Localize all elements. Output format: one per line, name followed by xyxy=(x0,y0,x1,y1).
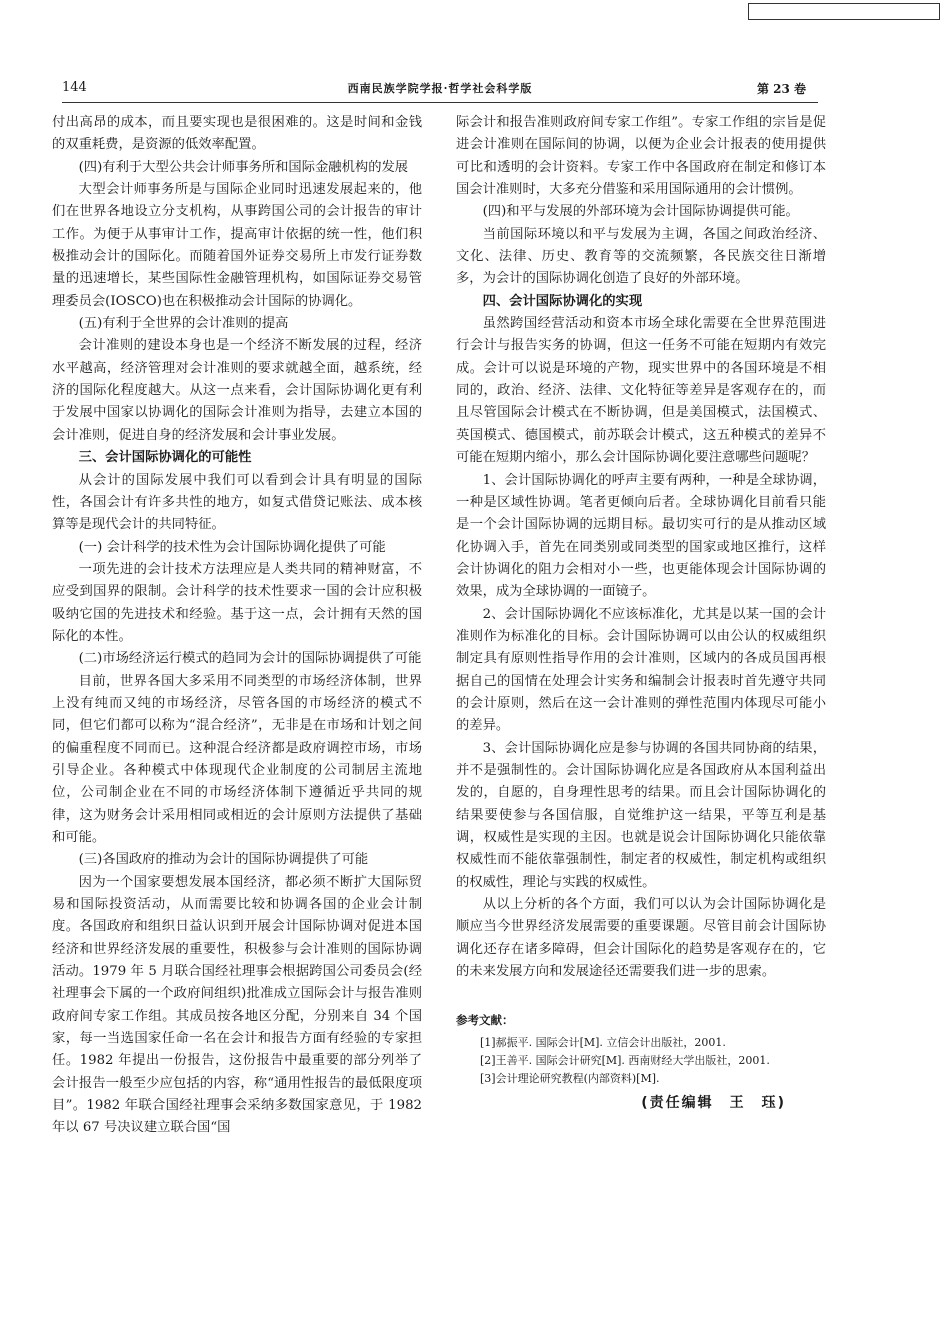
reference-item: [3]会计理论研究教程(内部资料)[M]. xyxy=(480,1071,660,1085)
paragraph: (三)各国政府的推动为会计的国际协调提供了可能 xyxy=(78,852,369,868)
references-title: 参考文献： xyxy=(456,1013,514,1028)
paragraph: (四)和平与发展的外部环境为会计国际协调提供可能。 xyxy=(482,204,799,220)
reference-item: [1]郝振平. 国际会计[M]. 立信会计出版社，2001. xyxy=(480,1035,726,1049)
paragraph: 3、会计国际协调化应是参与协调的各国共同协商的结果，并不是强制性的。会计国际协调化应是各国政府从本国利益出发的，自愿的，自身理性思考的结果。而且会计国际协调化的结果要使参与各国信服，自觉维护这一结果，平等互利是基调，权威性是实现的主因。也就是说会计国际协调化只能依靠权威性而不能依靠强制性，制定者的权威性，制定机构或组织的权威性，理论与实践的权威性。 xyxy=(456,740,826,890)
paragraph: (五)有利于全世界的会计准则的提高 xyxy=(78,316,289,332)
paragraph: 因为一个国家要想发展本国经济，都必须不断扩大国际贸易和国际投资活动，从而需要比较和协调各国的企业会计制度。各国政府和组织日益认识到开展会计国际协调对促进本国经济和世界经济发展的重要性，积极参与会计准则的国际协调活动。1979 年 5 月联合国经社理事会根据跨国公司委员会(经社理事会下属的一个政府间组织)批准成立国际会计与报告准则政府间专家工作组。其成员按各地区分配，分别来自 34 个国家，每一当选国家任命一名在会计和报告方面有经验的专家担任。1982 年提出一份报告，这份报告中最重要的部分列举了会计报告一般至少应包括的内容，称“通用性报告的最低限度项目”。1982 年联合国经社理事会采纳多数国家意见，于 1982 年以 67 号决议建立联合国“国 xyxy=(52,874,422,1136)
paragraph: (四)有利于大型公共会计师事务所和国际金融机构的发展 xyxy=(78,159,409,175)
right-column-body xyxy=(456,112,826,983)
paragraph: 虽然跨国经营活动和资本市场全球化需要在全世界范围进行会计与报告实务的协调，但这一任务不可能在短期内有效完成。会计可以说是环境的产物，现实世界中的各国环境是不相同的，政治、经济、法律、文化特征等差异是客观存在的，而且尽管国际会计模式在不断协调，但是美国模式，法国模式、英国模式、德国模式，前苏联会计模式，这五种模式的差异不可能在短期内缩小，那么会计国际协调化要注意哪些问题呢？ xyxy=(456,316,826,466)
paragraph: (一) 会计科学的技术性为会计国际协调化提供了可能 xyxy=(78,539,386,555)
paragraph: 当前国际环境以和平与发展为主调，各国之间政治经济、文化、法律、历史、教育等的交流频繁，各民族交往日渐增多，为会计的国际协调化创造了良好的外部环境。 xyxy=(456,226,826,287)
references-list xyxy=(456,1034,826,1088)
reference-item: [2]王善平. 国际会计研究[M]. 西南财经大学出版社，2001. xyxy=(480,1053,770,1067)
paragraph: 从以上分析的各个方面，我们可以认为会计国际协调化是顺应当今世界经济发展需要的重要课题。尽管目前会计国际协调化还存在诸多障碍，但会计国际化的趋势是客观存在的，它的未来发展方向和发展途径还需要我们进一步的思索。 xyxy=(456,897,826,980)
page-number: 144 xyxy=(62,80,87,95)
header-box xyxy=(748,3,940,20)
section-heading: 三、会计国际协调化的可能性 xyxy=(78,450,252,466)
paragraph: 一项先进的会计技术方法理应是人类共同的精神财富，不应受到国界的限制。会计科学的技术性要求一国的会计应积极吸纳它国的先进技术和经验。基于这一点，会计拥有天然的国际化的本性。 xyxy=(52,561,422,644)
paragraph: (二)市场经济运行模式的趋同为会计的国际协调提供了可能 xyxy=(78,651,422,667)
paragraph: 1、会计国际协调化的呼声主要有两种，一种是全球协调，一种是区域性协调。笔者更倾向后者。全球协调化目前看只能是一个会计国际协调的远期目标。最切实可行的是从推动区域化协调入手，首先在同类别或同类型的国家或地区推行，这样会计协调化的阻力会相对小一些，也更能体现会计国际协调的效果，成为全球协调的一面镜子。 xyxy=(456,472,826,600)
paragraph: 会计准则的建设本身也是一个经济不断发展的过程，经济水平越高，经济管理对会计准则的要求就越全面，越系统，经济的国际化程度越大。从这一点来看，会计国际协调化更有利于发展中国家以协调化的国际会计准则为指导，去建立本国的会计准则，促进自身的经济发展和会计事业发展。 xyxy=(52,338,422,443)
section-heading: 四、会计国际协调化的实现 xyxy=(482,293,643,309)
volume-label: 第 23 卷 xyxy=(756,82,806,96)
journal-title: 西南民族学院学报·哲学社会科学版 xyxy=(347,82,533,95)
header-rule xyxy=(62,102,818,103)
paragraph: 际会计和报告准则政府间专家工作组”。专家工作组的宗旨是促进会计准则在国际间的协调，以便为企业会计报表的使用提供可比和透明的会计资料。专家工作中各国政府在制定和修订本国会计准则时，大多充分借鉴和采用国际通用的会计惯例。 xyxy=(456,115,826,198)
right-column xyxy=(456,112,826,1114)
paragraph: 2、会计国际协调化不应该标准化，尤其是以某一国的会计准则作为标准化的目标。会计国际协调可以由公认的权威组织制定具有原则性指导作用的会计准则，区域内的各成员国再根据自己的国情在处理会计实务和编制会计报表时首先遵守共同的会计原则，然后在这一会计准则的弹性范围内体现尽可能小的差异。 xyxy=(456,606,826,734)
left-column xyxy=(52,112,422,1140)
paragraph: 大型会计师事务所是与国际企业同时迅速发展起来的，他们在世界各地设立分支机构，从事跨国公司的会计报告的审计工作。为便于从事审计工作，提高审计依据的统一性，他们积极推动会计的国际化。而随着国外证券交易所上市发行证券数量的迅速增长，某些国际性金融管理机构，如国际证券交易管理委员会(IOSCO)也在积极推动会计国际的协调化。 xyxy=(52,182,422,309)
page-header xyxy=(62,78,818,100)
editor-credit: (责任编辑 王 珏) xyxy=(641,1094,786,1111)
paragraph: 付出高昂的成本，而且要实现也是很困难的。这是时间和金钱的双重耗费，是资源的低效率配置。 xyxy=(52,115,422,153)
paragraph: 目前，世界各国大多采用不同类型的市场经济体制，世界上没有纯而又纯的市场经济，尽管各国的市场经济的模式不同，但它们都可以称为“混合经济”，无非是在市场和计划之间的偏重程度不同而已。这种混合经济都是政府调控市场，市场引导企业。各种模式中体现现代企业制度的公司制居主流地位，公司制企业在不同的市场经济体制下遵循近乎共同的规律，这为财务会计采用相同或相近的会计原则方法提供了基础和可能。 xyxy=(52,673,422,845)
paragraph: 从会计的国际发展中我们可以看到会计具有明显的国际性，各国会计有许多共性的地方，如复式借贷记账法、成本核算等是现代会计的共同特征。 xyxy=(52,472,422,533)
